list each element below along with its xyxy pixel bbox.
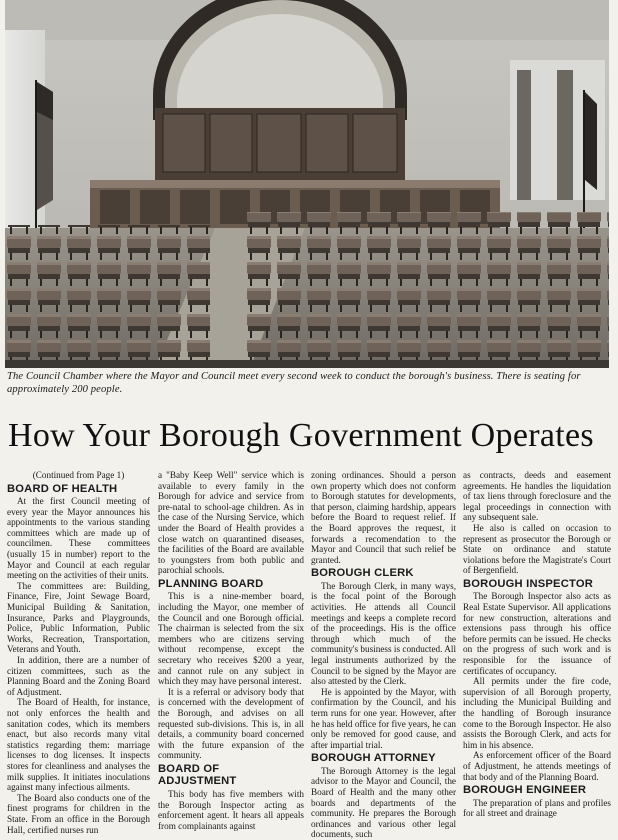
paragraph: The committees are: Building, Finance, Fire, Joint Sewage Board, Municipal Building & Sanitation, Insurance, Parks and Playgrounds, Police, Public Information, Public Works, Recreation, Transportation, Veterans and Youth. (7, 580, 150, 655)
section-heading: BOARD OF ADJUSTMENT (158, 762, 237, 788)
paragraph: All permits under the fire code, supervision of all Borough property, including the Municipal Building and the handling of Borough insurance come to the Borough Inspector. He also assists the Borough Clerk, and acts for him in his absence. (463, 676, 611, 750)
paragraph: As enforcement officer of the Board of Adjustment, he attends meetings of that body and of the Planning Board. (463, 750, 611, 782)
paragraph: He is appointed by the Mayor, with confirmation by the Council, and his term runs for one year. However, after he has held office for five years, he can only be removed for good cause, and after impartial trial. (311, 686, 456, 750)
section-heading: BOROUGH ENGINEER (463, 784, 587, 797)
council-chamber-photo (5, 0, 609, 368)
paragraph: The preparation of plans and profiles for all street and drainage (463, 797, 611, 819)
article-column-3 (311, 470, 456, 840)
paragraph: This body has five members with the Borough Inspector acting as enforcement agent. It hears all appeals from complainants against (158, 788, 304, 831)
article-column-4 (463, 470, 611, 819)
article-column-1 (7, 470, 150, 835)
article-column-2 (158, 470, 304, 831)
continued-note: (Continued from Page 1) (32, 470, 125, 480)
paragraph: a "Baby Keep Well" service which is available to every family in the Borough for advice and service from pre-natal to school-age children. As in the case of the Nursing Service, which under the Board of Health provides a close watch on quarantined diseases, the facilities of the Board are available to youngsters from both public and parochial schools. (158, 470, 304, 576)
section-heading: BOARD OF HEALTH (7, 482, 118, 495)
paragraph: The Borough Attorney is the legal advisor to the Mayor and Council, the Board of Health and the many other boards and departments of the community. He prepares the Borough ordinances and various other legal documents, such (311, 765, 456, 840)
paragraph: In addition, there are a number of citizen committees, such as the Planning Board and the Zoning Board of Adjustment. (7, 655, 150, 697)
page-headline: How Your Borough Government Operates (8, 417, 594, 454)
paragraph: This is a nine-member board, including the Mayor, one member of the Council and one Borough official. The chairman is selected from the six members who are citizens serving without recompense, except the secretary who receives $200 a year, and cannot rule on any subject in which they may have personal interest. (158, 591, 304, 687)
photo-caption: The Council Chamber where the Mayor and Council meet every second week to conduct the borough's business. There is seating for approximately 200 people. (7, 371, 581, 395)
paragraph: He also is called on occasion to represent as prosecutor the Borough or State on ordinance and statute violations before the Magistrate's Court of Bergenfield. (463, 522, 611, 576)
paragraph: as contracts, deeds and easement agreements. He handles the liquidation of tax liens through foreclosure and the legal proceedings in connection with any subsequent sale. (463, 470, 611, 523)
section-heading: BOROUGH INSPECTOR (463, 577, 593, 590)
paragraph: The Board of Health, for instance, not only enforces the health and sanitation codes, which its members enact, but also records many vital statistics regarding them: marriage licenses to dog licenses. It inspects stores for cleanliness and analyses the milk supplies. It initiates inoculations against many infectious ailments. (7, 697, 150, 793)
paragraph: The Board also conducts one of the finest programs for children in the State. From an office in the Borough Hall, certified nurses run (7, 792, 150, 835)
paragraph: The Borough Clerk, in many ways, is the focal point of the Borough activities. He attends all Council meetings and keeps a complete record of the proceedings. His is the office through which much of the community's business is conducted. All legal instruments authorized by the Council to be signed by the Mayor are also attested by the Clerk. (311, 580, 456, 687)
section-heading: BOROUGH ATTORNEY (311, 752, 436, 765)
paragraph: The Borough Inspector also acts as Real Estate Supervisor. All applications for new construction, alterations and extensions pass through his office before permits can be issued. He checks on the progress of such work and is responsible for the issuance of certificates of occupancy. (463, 591, 611, 676)
section-heading: PLANNING BOARD (158, 577, 264, 590)
paragraph: It is a referral or advisory body that is concerned with the development of the Borough, and advises on all requested sub-divisions. This is, in all details, a community board concerned with the future expansion of the community. (158, 686, 304, 761)
paragraph: At the first Council meeting of every year the Mayor announces his appointments to the various standing committees which are made up of councilmen. These committees (usually 15 in number) report to the Mayor and Council at each regular meeting on the activities of their units. (7, 496, 150, 581)
section-heading: BOROUGH CLERK (311, 567, 414, 580)
paragraph: zoning ordinances. Should a person own property which does not conform to Borough statutes for developments, that person, claiming hardship, appears before the Board to request relief. If the Board approves the request, it forwards a recomendation to the Mayor and Council that such relief be granted. (311, 470, 456, 565)
